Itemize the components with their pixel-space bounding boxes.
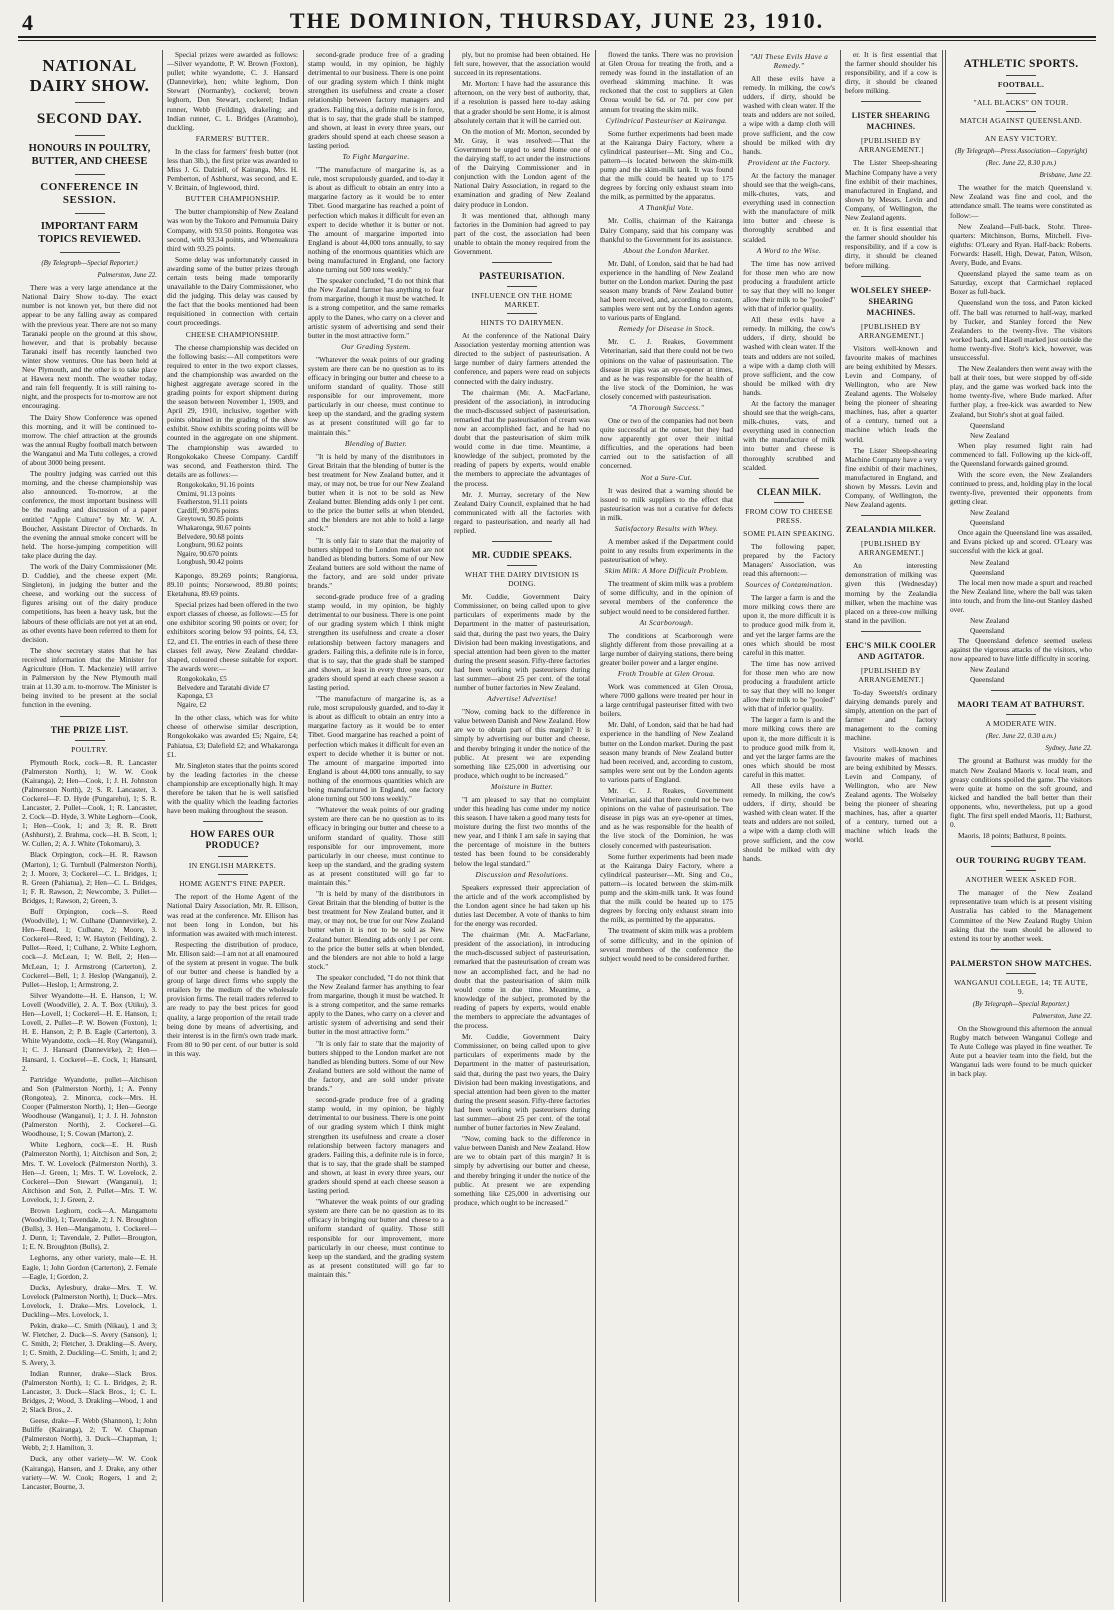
paragraph: White Leghorn, cock—E. H. Rush (Palmerston North), 1; Aitchison and Son, 2; Mrs. T. W. Lovelock (Palmerston North), 3. Hen—J. Green, 1; Mrs. T. W. Lovelock, 2. Cockerel—Don Stewart (Wanganui), 1; Aitchison and Son, 2. Pullet—Mrs. T. W. Lovelock, 1; J. Green, 2.	[22, 1140, 157, 1204]
score-row: Queensland	[970, 675, 1005, 685]
paragraph: The Lister Sheep-shearing Machine Company have a very fine exhibit of their machines, manufactured in England, and shown by Messrs. Levin and Company, of Wellington, the New Zealand agents.	[845, 158, 937, 223]
maori-headline: MAORI TEAM AT BATHURST.	[957, 699, 1085, 710]
divider	[75, 740, 105, 741]
paragraph: "The manufacture of margarine is, as a rule, most scrupulously guarded, and to-day it is about as difficult to obtain an entry into a margarine factory as it would be to enter Tibet. Good margarine has reached a point of perfection which makes it difficult for even an expert to decide whether it is butter or not. The amount of margarine imported into England is about 44,000 tons annually, to say nothing of the enormous quantities which are being manufactured in England, one factory alone turning out 500 tons weekly."	[308, 165, 444, 275]
divider	[218, 874, 248, 875]
paragraph: The chairman (Mr. A. MacFarlane, president of the association), in introducing the much-discussed subject of pasteurisation, remarked that the pasteurisation of cream was now an accomplished fact, and he had no doubt that the pasteurisation of skim milk would come in due time. Meantime, a knowledge of the subject, promoted by the reading of papers by experts, would enable the members to appreciate the advantages of the process.	[454, 930, 590, 1031]
dateline: Sydney, June 22.	[1045, 744, 1092, 753]
margarine-heading: To Fight Margarine.	[342, 152, 410, 162]
paragraph: To-day Sweetsh's ordinary dairying demands purely and simply, attention on the part of farmer and factory management to the coming machine.	[845, 687, 937, 743]
score-row: Queensland	[970, 625, 1005, 635]
sports-headline: ATHLETIC SPORTS.	[963, 58, 1079, 70]
paragraph: Kapongo, 89.269 points; Rangiorua, 89.10 points; Norsewood, 89.80 points; Eketahuna, 89.69 points.	[167, 570, 298, 599]
clean-milk-headline: CLEAN MILK.	[756, 486, 822, 497]
divider	[861, 276, 921, 277]
paragraph: Pekin, drake—C. Smith (Nikau), 1 and 3; W. Fletcher, 2. Duck—S. Avery (Sanson), 1; C. Smith, 2; Fletcher, 3. Drakling—S. Avery, 1; C. Smith, 2. Duckling—C. Smith, 1; and 2; S. Avery, 3.	[22, 1321, 157, 1367]
cheese-championship-heading: CHEESE CHAMPIONSHIP.	[185, 329, 280, 339]
paragraph: Maoris, 18 points; Bathurst, 8 points.	[958, 831, 1067, 841]
column-rule-double	[942, 50, 943, 1602]
zealandia-headline: ZEALANDIA MILKER.	[845, 525, 936, 535]
column-2	[167, 50, 298, 1602]
divider	[218, 856, 248, 857]
column-rule-double	[945, 50, 946, 1602]
paragraph: flowed the tanks. There was no provision at Glen Oroua for treating the froth, and a remedy was found in the installation of an overhead skimming machine. It was reckoned that the cost to suppliers at Glen Oroua would be 6d. or 7d. per cow per annum for treating the skim milk.	[600, 50, 733, 114]
divider	[507, 313, 537, 314]
table-row: Featherston, 91.11 points	[177, 498, 248, 507]
paragraph: The Lister Sheep-shearing Machine Company have a very fine exhibit of their machines, manufactured in England, and shown by Messrs. Levin and Company, of Wellington, the New Zealand agents.	[845, 445, 937, 510]
remedy-heading: Remedy for Disease in Stock.	[618, 324, 715, 334]
paragraph: Mr. Dahl, of London, said that he had had experience in the handling of New Zealand butter on the London market. During the past season many brands of New Zealand butter had been received, and, according to custom, samples were sent out by the London agents to various parts of England.	[600, 720, 733, 784]
grading-heading: Our Grading System.	[341, 341, 411, 351]
divider	[759, 478, 819, 479]
thankful-heading: A Thankful Vote.	[639, 203, 694, 213]
failure-heading: Not a Sure-Cut.	[640, 472, 693, 482]
table-row: Whakaronga, 90.67 points	[177, 523, 251, 532]
paragraph: The manager of the New Zealand representative team which is at present visiting Australia has cabled to the Management Committee of the New Zealand Rugby Union asking that the team should be allowed to extend its tour by another week.	[950, 888, 1092, 943]
divider	[1006, 129, 1036, 130]
column-1	[22, 50, 157, 1602]
queensland-heading: MATCH AGAINST QUEENSLAND.	[959, 116, 1083, 125]
score-row: Queensland	[970, 518, 1005, 528]
byline: (By Telegraph—Special Reporter.)	[41, 259, 138, 267]
paragraph: The Queensland defence seemed useless against the vigorous attacks of the visitors, who now appeared to have little difficulty in scoring.	[950, 635, 1092, 664]
paragraph: Special prizes were awarded as follows:—Silver wyandotte, P. W. Brown (Foxton), pullet; white wyandotte, C. J. Hansard (Dannevirke), hen; white leghorn, Don Stewart (Normanby), cockerel; brown leghorn, Don Stewart, cockerel; Indian runner, Webb (Feilding), drakeling; and Indian runner, C. L. Bridges (Aramoho), duckling.	[167, 50, 298, 132]
paragraph: The speaker concluded, "I do not think that the New Zealand farmer has anything to fear from margarine, though it must be watched. It is a strong competitor, and the same remarks apply to the Danes, who carry on a clever and artistic system of advertising and send their butter in the most attractive form."	[308, 276, 444, 340]
paragraph: The cheese championship was decided on the following basis:—All competitors were required to enter in the two export classes, and the championship was awarded on the highest aggregate average scored in the grading points for export shipment during the season between November 1, 1909, and April 29, 1910, inclusive, together with points obtained in the grading of the show exhibit. Show exhibits scoring points will be counted in the aggregate on one shipment. The championship was awarded to Rongokokako Cheese Company. Cardiff was second, and Featherston third. The details are as follows:—	[167, 342, 298, 479]
scarborough-heading: At Scarborough.	[639, 617, 694, 627]
paragraph: One or two of the companies had not been quite successful at the outset, but they had now apparently got over their initial difficulties, and the operations had been carried out to the satisfaction of all concerned.	[600, 416, 733, 471]
divider	[492, 262, 552, 263]
pasteurisation-subheading: INFLUENCE ON THE HOME MARKET.	[471, 291, 573, 310]
arrangement-note: [PUBLISHED BY ARRANGEMENT.]	[858, 136, 924, 155]
column-5	[600, 50, 733, 1602]
paragraph: In the class for farmers' fresh butter (not less than 3lb.), the first prize was awarded to Miss J. G. Dalziell, of Kairanga, Mrs. H. Pemberton, of Ashhurst, was second, and E. V. Brittain, of Inglewood, third.	[167, 146, 298, 193]
advertise-heading: Advertise! Advertise!	[487, 694, 557, 704]
all-blacks-heading: "ALL BLACKS" ON TOUR.	[973, 98, 1069, 107]
paragraph: Mr. Cuddie, Government Dairy Commissioner, on being called upon to give particulars of experiments made by the Department in the matter of pasteurisation, said that, during the past two years, the Dairy Division had been making investigations, and special attention had been given to the matter during the present season. Fifty-three factories had been working with pasteurisers during last summer—about 25 per cent. of the total number of butter factories in New Zealand.	[454, 1032, 590, 1133]
arrangement-note: [PUBLISHED BY ARRANGEMENT.]	[858, 665, 924, 684]
paragraph: In the other class, which was for white cheese of otherwise similar description, Rongokokako was awarded £5; Ngaire, £4; Pahiatua, £3; Dalefield £2; and Whakaronga £1.	[167, 713, 298, 759]
divider	[861, 101, 921, 102]
paragraph: Speakers expressed their appreciation of the article and of the work accomplished by the London agent since he had taken up his duties last December. A vote of thanks to him for the energy was recorded.	[454, 882, 590, 929]
paragraph: The work of the Dairy Commissioner (Mr. D. Cuddie), and the cheese expert (Mr. Singleton), in judging the butter and the cheese, and working out the success of figures arising out of the dairy produce competitions, has been a heavy task, but the labours of these officials are not yet at an end, as other events have been referred to them for decision.	[22, 562, 157, 644]
pasteurisation-headline: PASTEURISATION.	[479, 271, 565, 282]
farmers-butter-heading: FARMERS' BUTTER.	[195, 133, 270, 143]
tour-headline: OUR TOURING RUGBY TEAM.	[955, 855, 1087, 866]
column-4	[454, 50, 590, 1602]
divider	[1006, 973, 1036, 974]
byline: (By Telegraph—Special Reporter.)	[972, 999, 1070, 1008]
paragraph: "Now, coming back to the difference in value between Danish and New Zealand. How are we to obtain part of this margin? It is simply by advertising our butter and cheese, and thereby bringing it under the notice of the public. At present we are expending something like £25,000 in advertising our produce, which ought to be increased."	[454, 1134, 590, 1207]
table-row: Omimi, 91.13 points	[177, 489, 235, 498]
football-heading: FOOTBALL.	[997, 80, 1045, 89]
paragraph: The poultry judging was carried out this morning, and the cheese championship was also announced. To-morrow, at the conference, the most important business will be the reading and discussion of a paper entitled "Apple Culture" by Mr. W. A. Boucher, Assistant Director of Orchards. In the evening the annual smoke concert will be held. The horse-jumping competition will take place during the day.	[22, 469, 157, 560]
divider	[75, 102, 105, 103]
paragraph: The Dairy Show Conference was opened this morning, and it will be continued to-morrow. The chief attraction at the grounds was the annual Rugby football match between the Wanganui and Ma Tutu colleges, a crowd of about 3000 being present.	[22, 412, 157, 467]
byline: (By Telegraph—Press Association—Copyright)	[954, 147, 1088, 155]
cuddie-headline: MR. CUDDIE SPEAKS.	[472, 550, 572, 561]
paragraph: Mr. Morton: I have had the assurance this afternoon, on the very best of authority, that, if a resolution is passed here to-day asking that a grader should be sent Home, it is almost absolutely certain that it will be carried out.	[454, 79, 590, 125]
paragraph: Duck, any other variety—W. W. Cook (Kairanga), Hansen, and J. Drake, any other variety—W. W. Cook; Rogers, 1 and 2; Lancaster, Bourne, 3.	[22, 1454, 157, 1491]
paragraph: "Whatever the weak points of our grading system are there can be no question as to its efficacy in bringing our butter and cheese to a uniform standard of quality. Those still responsible for our improvement, more particularly in our cheese, must continue to keep up the standard, and the grading system as at present constituted will go far to maintain this."	[308, 805, 444, 887]
paragraph: The butter championship of New Zealand was won by the Tokoro and Pemunuia Dairy Company, with 93.50 points. Rongotea was second, with 93.34 points, and Whenuakura third with 93.25 points.	[167, 207, 298, 253]
paragraph: Mr. Collis, chairman of the Kairanga Dairy Company, said that his company was thankful to the Government for its assistance.	[600, 216, 733, 244]
table-row: Ngaire, 90.670 points	[177, 549, 238, 558]
dairy-headline: NATIONAL DAIRY SHOW.	[29, 56, 150, 95]
divider	[861, 631, 921, 632]
paragraph: second-grade produce free of a grading stamp would, in my opinion, be highly detrimental to our business. There is one point of our grading system which I think might strengthen its usefulness and create a closer relationship between factory managers and graders. Failing this, a definite rule is in force, that is to say, that the grade shall be stamped and shown, at least in every three years, our graders should spend at each cheese season a lasting period.	[308, 50, 444, 150]
paragraph: At the factory the manager should see that the weigh-cans, milk-chutes, vats, and everything used in connection with the manufacture of milk into butter and cheese is thoroughly scrubbed and scalded.	[743, 170, 835, 244]
divider	[1006, 75, 1036, 76]
produce-headline: HOW FARES OUR PRODUCE?	[190, 830, 275, 852]
paragraph: second-grade produce free of a grading stamp would, in my opinion, be highly detrimental to our business. There is one point of our grading system which I think might strengthen its usefulness and create a closer relationship between factory managers and graders. Failing this, a definite rule is in force, that is to say, that the grade shall be stamped and shown, at least in every three years, our graders should spend at each cheese season a lasting period.	[308, 592, 444, 692]
prize-list-heading: THE PRIZE LIST.	[50, 724, 129, 735]
divider	[774, 502, 804, 503]
column-7	[845, 50, 937, 1602]
divider	[991, 690, 1051, 691]
paragraph: The report of the Home Agent of the National Dairy Association, Mr. R. Ellison, was read at the conference. Mr. Ellison has not been long in London, but his information was awaited with much interest.	[167, 892, 298, 938]
sources-heading: Sources of Contamination.	[745, 580, 833, 590]
ehc-headline: EHC'S MILK COOLER AND AGITATOR.	[845, 640, 936, 661]
produce-section-heading: HOME AGENT'S FINE PAPER.	[179, 879, 286, 889]
discussion-heading: Discussion and Resolutions.	[475, 869, 569, 879]
paragraph: At the factory the manager should see that the weigh-cans, milk-chutes, vats, and everything used in connection with the manufacture of milk into butter and cheese is thoroughly scrubbed and scalded.	[743, 399, 835, 472]
paragraph: On the Showground this afternoon the annual Rugby match between Wanganui College and Te Aute College was played in fine weather. Te Aute put a heavier team into the field, but the Wanganui lads were found to be much quicker in back play.	[950, 1024, 1092, 1079]
paragraph: Visitors well-known and favourite makes of machines are being exhibited by Messrs. Levin and Company, of Wellington, who are New Zealand agents. The Wolseley being the pioneer of shearing machines, has, after a quarter of a century, turned out a machine which leads the world.	[845, 744, 937, 845]
whey-heading: Satisfactory Results with Whey.	[614, 523, 719, 533]
paragraph: Queensland played the same team as on Saturday, except that Carmichael replaced Boxer as full-back.	[950, 269, 1092, 297]
paragraph: A member asked if the Department could point to any results from experiments in the pasteurisation of whey.	[600, 536, 733, 565]
column-rule	[303, 50, 304, 1602]
paragraph: Visitors well-known and favourite makes of machines are being exhibited by Messrs. Levin and Company, of Wellington, who are New Zealand agents. The Wolseley being the pioneer of shearing machines, has, after a quarter of a century, turned out a machine which leads the world.	[845, 343, 937, 444]
paragraph: "It is only fair to state that the majority of butters shipped to the London market are not handled as blending butters. Some of our New Zealand butters are sold without the name of the factory, and are sold under private brands."	[308, 535, 444, 590]
hints-heading: HINTS TO DAIRYMEN.	[480, 318, 564, 328]
paragraph: Some further experiments had been made at the Kairanga Dairy Factory, where a cylindrical pasteuriser—Mt. Sing and Co., pattern—is located between the skim-milk pump and the skim-milk tank. It was found that the milk could be heated up to 175 degrees by forcing only exhaust steam into the milk, as permitted by the apparatus.	[600, 128, 733, 202]
table-row: Longbush, 90.42 points	[177, 558, 244, 567]
column-rule	[840, 50, 841, 1602]
column-3	[308, 50, 444, 1602]
column-rule	[595, 50, 596, 1602]
paragraph: ply, but no promise had been obtained. He felt sure, however, that the association would succeed in its representations.	[454, 50, 590, 78]
paragraph: The following paper, prepared by the Factory Managers' Association, was read this afternoon:—	[743, 541, 835, 579]
score-row: New Zealand	[970, 430, 1010, 440]
paragraph: "It is held by many of the distributors in Great Britain that the blending of butter is the best treatment for New Zealand butter, and it may, or may not, be true for our New Zealand butter when it is not to be sold as New Zealand butter. Blending adds only 1 per cent. to the price the butter sells at when blended, and the blenders are not able to hold a large stock."	[308, 889, 444, 971]
paragraph: Mr. Dahl, of London, said that he had had experience in the handling of New Zealand butter on the London market. During the past season many brands of New Zealand butter had been received, and, according to custom, samples were sent out by the London agents to various parts of England.	[600, 258, 733, 323]
clean-milk-subheading-2: SOME PLAIN SPEAKING.	[743, 528, 835, 538]
paragraph: Mr. Singleton states that the points scored by the leading factories in the cheese championship are exceptionally high. It may therefore be taken that he is well satisfied with the quality which the leading factories have been making throughout the season.	[167, 760, 298, 816]
paragraph: Geese, drake—F. Webb (Shannon), 1; John Buliffe (Kairanga), 2; T. W. Chapman (Palmerston North), 3. Duck—Chapman, 1; Webb, 2; J. Hamilton, 3.	[22, 1416, 157, 1453]
paragraph: Brown Leghorn, cock—A. Mangamotu (Woodville), 1; Tavendale, 2; J. N. Broughton (Bulls), 3. Hen—Mangamotu, 1. Cockerel—J. Dunn, 1; Tavendale, 2. Pullet—Brougton, 1; E. N. Broughton (Bulls), 2.	[22, 1206, 157, 1252]
thorough-heading: "A Thorough Success."	[628, 403, 705, 412]
score-row: New Zealand	[970, 615, 1010, 625]
divider	[991, 949, 1051, 950]
paragraph: "Now, coming back to the difference in value between Danish and New Zealand. How are we to obtain part of this margin? It is simply by advertising our butter and cheese, and thereby bringing it under the notice of the public. At present we are expending something like £25,000 in advertising our produce, which ought to be increased."	[454, 707, 590, 780]
paragraph: The local men now made a spurt and reached the New Zealand line, where the ball was taken into touch, and from the line-out Stanley dashed over.	[950, 577, 1092, 614]
page-number: 4	[22, 10, 33, 35]
paragraph: The chairman (Mr. A. MacFarlane, president of the association), in introducing the much-discussed subject of pasteurisation, remarked that the pasteurisation of cream was now an accomplished fact, and he had no doubt that the pasteurisation of skim milk would come in due time. Meantime, a knowledge of the subject, promoted by the reading of papers by experts, would enable the members to appreciate the advantages of the process.	[454, 387, 590, 488]
paragraph: There was a very large attendance at the National Dairy Show to-day. The exact number is not known yet, but there did not appear to be any falling away as compared with the previous year. There are not so many Taranaki people on the ground at this show, however, and that is probably because Taranaki itself has recently launched two winter show ventures. One has been held at New Plymouth, and the other is to take place at Hawera next month. The weather today, and rain fell frequently. It is still raining to-night, and the prospects for to-morrow are not encouraging.	[22, 283, 157, 411]
dateline: Brisbane, June 22.	[1039, 171, 1092, 180]
dairy-subheadline: SECOND DAY.	[36, 111, 143, 127]
cheese-results-table	[177, 481, 298, 567]
score-row: Queensland	[970, 420, 1005, 430]
divider	[60, 716, 120, 717]
arrangement-note: [PUBLISHED BY ARRANGEMENT.]	[858, 539, 924, 558]
column-6	[743, 50, 835, 1602]
paragraph: At the conference of the National Dairy Association yesterday morning attention was directed to the subject of pasteurisation. A large number of dairy farmers attended the conference, and papers were read on subjects connected with the dairy industry.	[454, 331, 590, 386]
paragraph: All these evils have a remedy. In milking, the cow's udders, if dirty, should be washed with clean water. If the teats and udders are not soiled, a wipe with a damp cloth will prove sufficient, and the cow should be milked with dry hands.	[743, 781, 835, 863]
table-row: Belvedere, 90.68 points	[177, 532, 244, 541]
masthead-rule-thin	[18, 40, 1096, 41]
received-note: (Rec. June 22, 8.30 p.m.)	[985, 159, 1057, 168]
paragraph: The conditions at Scarborough were slightly different from those prevailing at a large number of dairying stations, there being greater boiler power and a larger engine.	[600, 630, 733, 667]
paragraph: "The manufacture of margarine is, as a rule, most scrupulously guarded, and to-day it is about as difficult to obtain an entry into a margarine factory as it would be to enter Tibet. Good margarine has reached a point of perfection which makes it difficult for even an expert to decide whether it is butter or not. The amount of margarine imported into England is about 44,000 tons annually, to say nothing of the enormous quantities which are being manufactured in England, one factory alone turning out 500 tons weekly."	[308, 694, 444, 804]
maori-subheading: A MODERATE WIN.	[985, 719, 1057, 729]
froth-heading: Froth Trouble at Glen Oroua.	[617, 668, 716, 678]
paragraph: All these evils have a remedy. In milking, the cow's udders, if dirty, should be washed with clean water. If the teats and udders are not soiled, a wipe with a damp cloth will prove sufficient, and the cow should be milked with dry hands.	[743, 74, 835, 156]
clean-milk-subheading: FROM COW TO CHEESE PRESS.	[745, 506, 833, 525]
divider	[507, 286, 537, 287]
paragraph: New Zealand—Full-back, Stohr. Three-quarters: Mitchinson, Burns, Mitchell. Five-eighths: O'Leary and Ryan. Half-back: Roberts. Forwards: Hasell, High, Dewar, Paton, Wilson, Avery, Bude, and Evans.	[950, 221, 1092, 268]
wolseley-headline: WOLSELEY SHEEP-SHEARING MACHINES.	[850, 285, 932, 317]
paragraph: "It is held by many of the distributors in Great Britain that the blending of butter is the best treatment for New Zealand butter, and it may, or may not, be true for our New Zealand butter when it is not to be sold as New Zealand butter. Blending adds only 1 per cent. to the price the butter sells at when blended, and the blenders are not able to hold a large stock."	[308, 451, 444, 534]
paragraph: The time has now arrived for those men who are now producing a fraudulent article to say that they will no longer allow their milk to be "pooled" with that of inferior quality.	[743, 658, 835, 714]
skim-heading: Skim Milk: A More Difficult Problem.	[604, 566, 729, 576]
palmerston-subheading: WANGANUI COLLEGE, 14; TE AUTE, 9.	[954, 977, 1088, 996]
divider	[861, 515, 921, 516]
paragraph: An interesting demonstration of milking was given this (Wednesday) morning by the Zealandia milker, when the machine was placed on a three-cow milking stand in the pavilion.	[845, 561, 937, 625]
paragraph: second-grade produce free of a grading stamp would, in my opinion, be highly detrimental to our business. There is one point of our grading system which I think might strengthen its usefulness and create a closer relationship between factory managers and graders. Failing this, a definite rule is in force, that is to say, that the grade shall be stamped and shown, at least in every three years, our graders should spend at each cheese season a lasting period.	[308, 1095, 444, 1196]
paragraph: Ducks, Aylesbury, drake—Mrs. T. W. Lovelock (Palmerston North), 1; Duck—Mrs. Lovelock, 1. Drake—Mrs. Lovelock, 1. Duckling—Mrs. Lovelock, 1.	[22, 1282, 157, 1320]
butter-championship-heading: BUTTER CHAMPIONSHIP.	[185, 194, 280, 204]
divider	[60, 252, 120, 253]
lister-headline: LISTER SHEARING MACHINES.	[851, 111, 931, 132]
paragraph: The ground at Bathurst was muddy for the match New Zealand Maoris v. local team, and greasy conditions spoiled the game. The visitors were quite at home on the soft ground, and kicked and handled the ball better than their opponents, who, nevertheless, put up a good fight. The first spell ended Maoris, 11; Bathurst, 0.	[950, 756, 1092, 830]
paragraph: All these evils have a remedy. In milking, the cow's udders, if dirty, should be washed with clean water. If the teats and udders are not soiled, a wipe with a damp cloth will prove sufficient, and the cow should be milked with dry hands.	[743, 315, 835, 397]
received-note: (Rec. June 22, 0.30 a.m.)	[985, 732, 1057, 741]
paragraph: Some delay was unfortunately caused in awarding some of the butter prizes through certain tests being made temporarily unavailable to the Dairy Commissioner, who did the judging. This delay was caused by the fact that the books mentioned had been requisitioned in connection with certain court proceedings.	[167, 254, 298, 328]
paragraph: Mr. Cuddie, Government Dairy Commissioner, on being called upon to give particulars of experiments made by the Department in the matter of pasteurisation, said that, during the past two years, the Dairy Division had been making investigations, and special attention had been given to the matter during the present season. Fifty-three factories had been working with pasteurisers during last summer—about 25 per cent. of the total number of butter factories in New Zealand.	[454, 592, 590, 693]
divider	[75, 174, 105, 175]
tour-subheading: ANOTHER WEEK ASKED FOR.	[965, 875, 1077, 885]
paragraph: Queensland won the toss, and Paton kicked off. The ball was returned to half-way, marked by Tucker, and Stanley forced the New Zealanders to the twenty-five. The visitors worked back, and Hasell marked just outside the home twenty-five. Stohr's kick, however, was unsuccessful.	[950, 298, 1092, 362]
score-row: Queensland	[970, 567, 1005, 577]
table-row: Cardiff, 90.876 points	[177, 506, 239, 515]
topics-headline: IMPORTANT FARM TOPICS REVIEWED.	[38, 221, 141, 245]
paragraph: "Whatever the weak points of our grading system are there can be no question as to its efficacy in bringing our butter and cheese to a uniform standard of quality. Those still responsible for our improvement, more particularly in our cheese, must continue to keep up the standard, and the grading system as at present constituted will go far to maintain this."	[308, 1197, 444, 1279]
cuddie-subheading: WHAT THE DAIRY DIVISION IS DOING.	[464, 570, 580, 589]
table-row: Rongokokako, £5	[177, 674, 227, 683]
divider	[507, 565, 537, 566]
paragraph: Indian Runner, drake—Slack Bros. (Palmerston North), 1; C. L. Bridges, 2; R. Lancaster, 3. Duck—Slack Bros., 1; C. L. Bridges, 2; Wood, 3. Drakling—Wood, 1 and 2; Slack Bros., 2.	[22, 1368, 157, 1414]
paragraph: It was desired that a warning should be issued to milk suppliers to the effect that pasteurisation was not a curative for defects in milk.	[600, 485, 733, 522]
table-row: Belvedere and Taratahi divide £7	[177, 683, 270, 692]
masthead	[0, 0, 1114, 44]
paragraph: "Whatever the weak points of our grading system are there can be no question as to its efficacy in bringing our butter and cheese to a uniform standard of quality. Those still responsible for our improvement, more particularly in our cheese, must continue to keep up the standard, and the grading system as at present constituted will go far to maintain this."	[308, 354, 444, 437]
paragraph: The show secretary states that he has received information that the Minister for Agriculture (Hon. T. Mackenzie) will arrive in Palmerston by the New Plymouth mail train at 11.30 a.m. to-morrow. The Minister is being invited to be present at the social function in the evening.	[22, 645, 157, 710]
paragraph: Mr. C. J. Reakes, Government Veterinarian, said that there could not be two opinions on the value of pasteurisation. The disease in pigs was an eye-opener at times, and as he was responsible for the health of the live stock of the Dominion, he was closely concerned with pasteurisation.	[600, 337, 733, 401]
paragraph: Partridge Wyandotte, pullet—Aitchison and Son (Palmerston North), 1; A. Penny (Rongotea), 2. Minorca, cock—Mrs. H. Cooper (Palmerston North), 1; Hen—George Woodhouse (Wanganui), 1; J. J. H. Johnston (Palmerston North), 2. Cockerel—G. Woodhouse, 1; S. Cowan (Marton), 2.	[22, 1074, 157, 1139]
poultry-heading: POULTRY.	[71, 744, 108, 754]
masthead-rule	[18, 36, 1096, 38]
paragraph: Mr. C. J. Reakes, Government Veterinarian, said that there could not be two opinions on the value of pasteurisation. The disease in pigs was an eye-opener at times, and as he was responsible for the health of the live stock of the Dominion, he was closely concerned with pasteurisation.	[600, 786, 733, 850]
paragraph: Mr. J. Murray, secretary of the New Zealand Dairy Council, explained that he had communicated with all the factories with regard to pasteurisation, and nearly all had replied.	[454, 489, 590, 536]
paragraph: Respecting the distribution of produce, Mr. Ellison said:—I am not at all enamoured of the system at present in vogue. The bulk of our butter and cheese is handled by a group of large direct firms who supply the retailers by the medium of the wholesale provision firms. The retail traders referred to are ready to pay the best prices for good quality, a large proportion of the retail trade being done by means of advertising, and their interest is in the firm's own trade mark. From 80 to 90 per cent. of our butter is sold in this way.	[167, 939, 298, 1058]
divider	[1006, 870, 1036, 871]
arrangement-note: [PUBLISHED BY ARRANGEMENT.]	[858, 321, 924, 340]
divider	[203, 821, 263, 822]
paragraph: The larger a farm is and the more milking cows there are upon it, the more difficult it is to produce good milk from it, and yet the larger farms are the ones which should be most careful in this matter.	[743, 593, 835, 657]
blending-heading: Blending of Butter.	[344, 438, 408, 448]
moisture-heading: Moisture in Butter.	[491, 781, 553, 791]
paragraph: Buff Orpington, cock—S. Reed (Woodville), 1; W. Culhane (Dannevirke), 2. Hen—Reed, 1; Culhane, 2; Moore, 3. Cockerel—Reed, 1; W. Hayton (Feilding), 2. Pullet—Reed, 1; Culhane, 2. White Leghorn, cock—J. McLean, 1; W. Bell, 2; Hen—McLean, 1; J. Armstrong (Carterton), 2. Cockerel—Bell, 1; J. Heslop (Wanganui), 2. Pullet—Heslop, 1; Armstrong, 2.	[22, 907, 157, 989]
column-rule	[738, 50, 739, 1602]
dateline: Palmerston, June 22.	[1032, 1011, 1092, 1020]
paragraph: Plymouth Rock, cock—R. R. Lancaster (Palmerston North), 1; W. W. Cook (Kairanga), 2; Hen—Cook, 1; J. H. Johnston (Palmerston North), 2; S. R. Lancaster, 3. Cockerel—F. D. Hyde (Pungarehu), 1; S. R. Lancaster, 2. Pullet—Cook, 1; R. Lancaster, 2. Cock—D. Hyde, 3. White Leghorn—Cook, 1; Hen—Cook, 1; and 3; R. R. Brett (Ashhurst), 2. Brahma, cock—H. B. Scott, 1; W. Cullen, 2; A. J. White (Tokomaru), 3.	[22, 757, 157, 849]
column-rule	[162, 50, 163, 1602]
paragraph: The larger a farm is and the more milking cows there are upon it, the more difficult it is to produce good milk from it, and yet the larger farms are the ones which should be most careful in this matter.	[743, 715, 835, 779]
paragraph: er. It is first essential that the farmer should shoulder his responsibility, and if a cow is dirty, it should be cleaned before milking.	[845, 50, 937, 96]
divider	[75, 135, 105, 136]
paragraph: Special prizes had been offered in the two export classes of cheese, as follows:—£5 for one exhibitor scoring 90 points or over; for exhibitors scoring below 93 points, £4, £3, £2, and £1. The entries in each of these three classes fell away, New Zealand cheddar-shaped, coloured cheese suitable for export. The awards were:—	[167, 600, 298, 673]
dateline: Palmerston, June 22.	[97, 271, 157, 280]
paragraph: On the motion of Mr. Morton, seconded by Mr. Gray, it was resolved:—That the Government be urged to send Home one of the dairying staff, to act under the instructions of the Dairying Commissioner and in conjunction with the London agent of the National Dairy Association, in regard to the examination and grading of New Zealand dairy produce in London.	[454, 126, 590, 209]
paragraph: Silver Wyandotte—H. E. Hanson, 1; W. Lovell (Woodville), 2. A. T. Box (Utiku), 3. Hen—Lovell, 1; Cockerel—H. E. Hanson, 1; Lovell, 2. Pullet—P. W. Bowen (Foxton), 1; H. E. Hanson, 2; P. B. Eagle (Carterton), 3. White Wyandotte, cock—H. Roy (Wanganui), 1; C. J. Hansard (Dannevirke), 2; Hen—Hansard, 1. Cockerel—E. Cock, 1; Hansard, 2.	[22, 990, 157, 1073]
divider	[75, 213, 105, 214]
paragraph: With the score even, the New Zealanders continued to press, and, holding play in the local twenty-five, prevented their opponents from getting clear.	[950, 469, 1092, 507]
divider	[1006, 93, 1036, 94]
divider	[1006, 714, 1036, 715]
evils-heading: "All These Evils Have a Remedy."	[749, 52, 829, 70]
paragraph: The New Zealanders then went away with the ball at their toes, but were stopped by off-side play, and the game was worked back into the home twenty-five, where Bude marked. After further play, a free-kick was awarded to New Zealand, but Stohr's shot at goal failed.	[950, 364, 1092, 419]
paragraph: The weather for the match Queensland v. New Zealand was fine and cool, and the attendance small. The teams were constituted as follow:—	[950, 183, 1092, 220]
paragraph: Some further experiments had been made at the Kairanga Dairy Factory, where a cylindrical pasteuriser—Mt. Sing and Co., pattern—is located between the skim-milk pump and the skim-milk tank. It was found that the milk could be heated up to 175 degrees by forcing only exhaust steam into the milk, as permitted by the apparatus.	[600, 851, 733, 925]
score-row: New Zealand	[970, 557, 1010, 567]
column-rule	[449, 50, 450, 1602]
paragraph: When play resumed light rain had commenced to fall. Following up the kick-off, the Queensland forwards gained ground.	[950, 440, 1092, 468]
table-row: Greytown, 90.85 points	[177, 515, 244, 524]
paragraph: "It is only fair to state that the majority of butters shipped to the London market are not handled as blending butters. Some of our New Zealand butters are sold without the name of the factory, and are sold under private brands."	[308, 1038, 444, 1094]
palmerston-headline: PALMERSTON SHOW MATCHES.	[950, 957, 1092, 968]
paragraph: The treatment of skim milk was a problem of some difficulty, and in the opinion of several members of the conference the subject would need to be considered further.	[600, 579, 733, 616]
paragraph: The treatment of skim milk was a problem of some difficulty, and in the opinion of several members of the conference the subject would need to be considered further.	[600, 926, 733, 963]
london-heading: About the London Market.	[623, 245, 710, 255]
table-row: Rongokokako, 91.16 points	[177, 480, 255, 489]
honours-headline: HONOURS IN POULTRY, BUTTER, AND CHEESE	[28, 143, 151, 167]
divider	[991, 846, 1051, 847]
produce-subheading: IN ENGLISH MARKETS.	[188, 861, 277, 871]
paragraph: Black Orpington, cock—H. R. Rawson (Marton), 1; G. Turnbull (Palmerston North), 2; J. Moore, 3; Cockerel—C. L. Bridges, 1; R. Green (Pahiatua), 2; Hen—C. L. Bridges, 1; F. R. Rawson, 2; Newcombe, 3. Pullet—Bridges, 1; Rawson, 2; Green, 3.	[22, 850, 157, 905]
divider	[492, 541, 552, 542]
paragraph: Work was commenced at Glen Oroua, where 7000 gallons were treated per hour in a large centrifugal pasteuriser fitted with two boilers.	[600, 681, 733, 719]
conference-headline: CONFERENCE IN SESSION.	[40, 181, 139, 206]
table-row: Longburn, 90.62 points	[177, 541, 243, 550]
table-row: Kaponga, £3	[177, 692, 213, 701]
easy-victory-heading: AN EASY VICTORY.	[984, 134, 1058, 143]
paragraph: "I am pleased to say that no complaint under this heading has come under my notice this season. I have taken a good many tests for moisture during the first two months of the new year, and I think I am safe in saying that the percentage of moisture in the butters tested has been found to be considerably below the legal standard."	[454, 794, 590, 868]
paragraph: It was mentioned that, although many factories in the Dominion had agreed to pay part of the cost, the association had been unable to obtain the money required from the Government.	[454, 210, 590, 256]
word-heading: A Word to the Wise.	[756, 245, 822, 255]
paragraph: The time has now arrived for those men who are now producing a fraudulent article to say that they will no longer allow their milk to be "pooled" with that of inferior quality.	[743, 258, 835, 314]
table-row: Ngaire, £2	[177, 700, 207, 709]
column-8-sports	[950, 50, 1092, 1602]
score-row: New Zealand	[970, 508, 1010, 518]
paragraph: er. It is first essential that the farmer should shoulder his responsibility, and if a cow is dirty, it should be cleaned before milking.	[845, 224, 937, 270]
score-row: New Zealand	[970, 665, 1010, 675]
paragraph: Leghorns, any other variety, male—E. H. Eagle, 1; John Gordon (Carterton), 2. Female—Eagle, 1; Gordon, 2.	[22, 1253, 157, 1281]
divider	[1006, 111, 1036, 112]
newspaper-title: THE DOMINION, THURSDAY, JUNE 23, 1910.	[289, 8, 825, 33]
cylindrical-heading: Cylindrical Pasteuriser at Kairanga.	[605, 115, 728, 125]
paragraph: The speaker concluded, "I do not think that the New Zealand farmer has anything to fear from margarine, though it must be watched. It is a strong competitor, and the same remarks apply to the Danes, who carry on a clever and artistic system of advertising and send their butter in the most attractive form."	[308, 972, 444, 1037]
provident-heading: Provident at the Factory.	[747, 157, 831, 167]
special-prizes-table	[177, 675, 298, 709]
paragraph: Once again the Queensland line was assailed, and Evans picked up and scored. O'Leary was successful with the kick at goal.	[950, 528, 1092, 556]
